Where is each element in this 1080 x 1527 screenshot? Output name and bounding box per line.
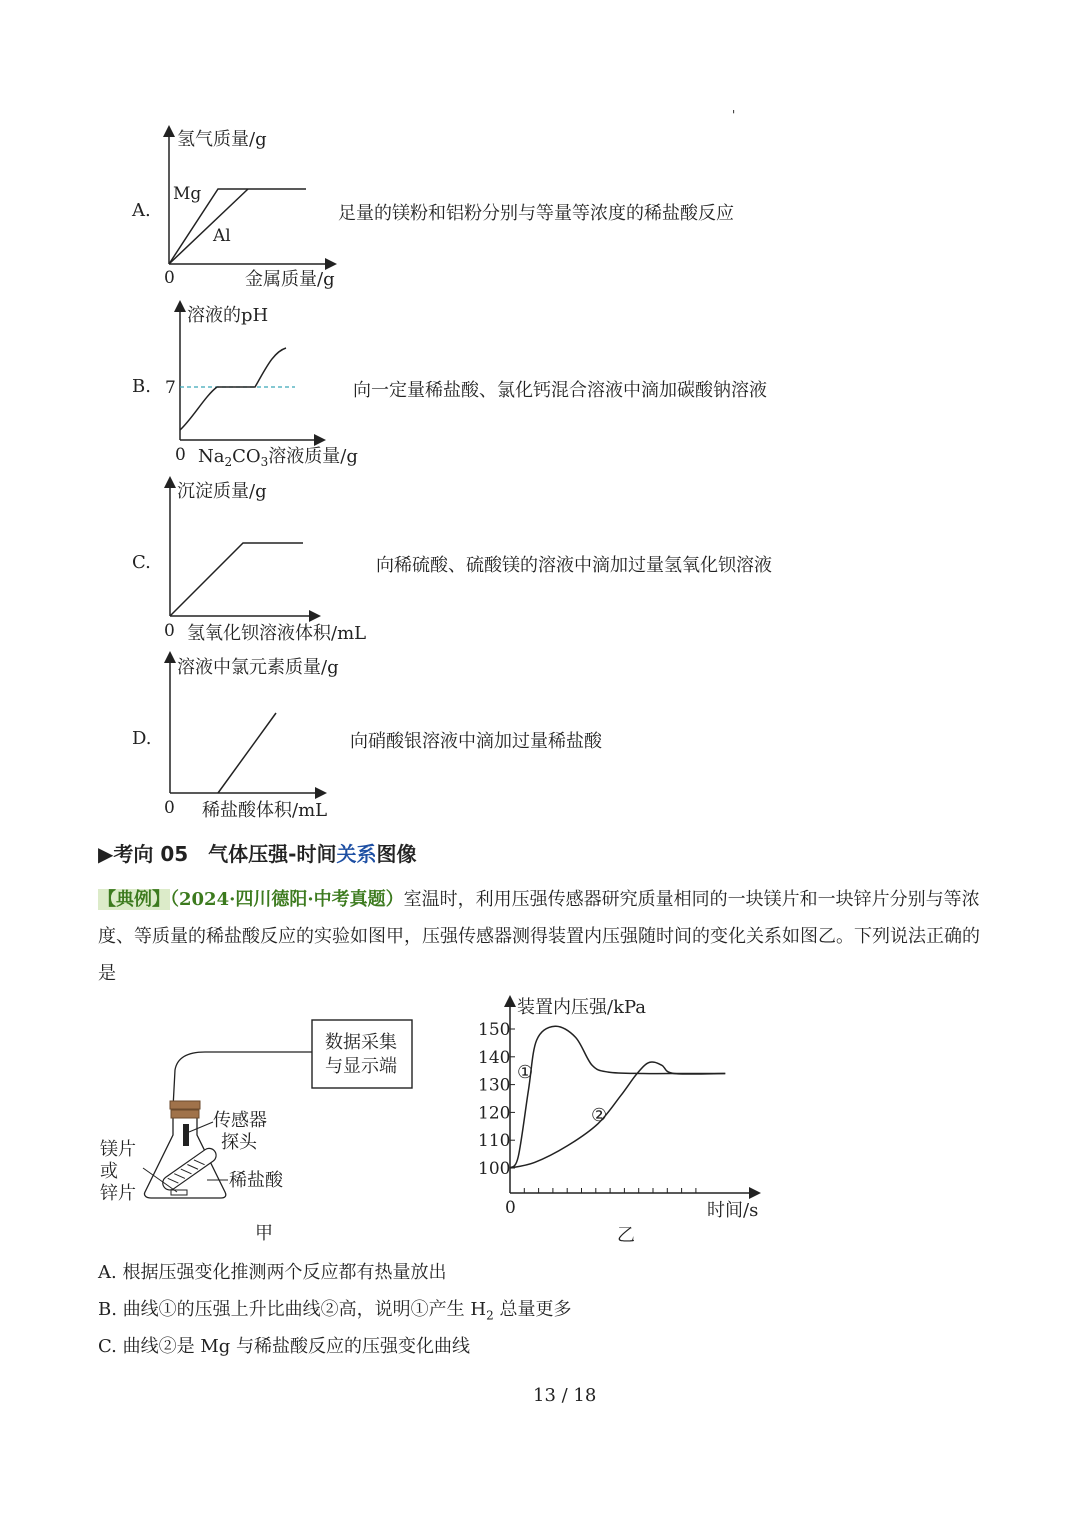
y-tick-label: 130 (478, 1075, 511, 1096)
origin-label: 0 (505, 1198, 516, 1218)
choice-b: B. 曲线①的压强上升比曲线②高，说明①产生 $H_2$ 总量更多 (98, 1299, 572, 1323)
metal-piece (171, 1190, 187, 1195)
series-line-2 (510, 1062, 725, 1168)
page-number: 13 / 18 (533, 1385, 597, 1406)
sensor-label-1: 传感器 (213, 1110, 267, 1131)
metal-label-2: 或 (100, 1161, 118, 1182)
mg-label: Mg (173, 184, 202, 204)
y-tick-7: 7 (165, 378, 176, 398)
example-paragraph (98, 881, 988, 992)
x-axis-label: 稀盐酸体积/mL (202, 800, 328, 821)
acid-label: 稀盐酸 (229, 1170, 283, 1191)
data-display-box (312, 1020, 412, 1088)
apparatus-figure (95, 1010, 425, 1250)
series-line-1 (510, 1026, 725, 1168)
y-tick-label: 100 (478, 1159, 511, 1179)
y-axis-label: 溶液中氯元素质量/g (177, 657, 339, 678)
y-axis-label: 氢气质量/g (177, 129, 267, 150)
stopper-top (170, 1101, 200, 1109)
y-tick-label: 150 (478, 1020, 511, 1040)
y-tick-label: 110 (478, 1131, 511, 1152)
y-tick-label: 120 (478, 1103, 511, 1124)
origin-label: 0 (164, 798, 175, 818)
y-tick-label: 140 (478, 1047, 511, 1068)
example-source: （2024·四川德阳·中考真题） (170, 889, 404, 910)
option-d-letter: D. (132, 728, 152, 749)
example-tag: 【典例】 (98, 889, 170, 910)
example-text: 室温时，利用压强传感器研究质量相同的一块镁片和一块锌片分别与等浓度、等质量的稀盐酸反应的实验如图甲，压强传感器测得装置内压强随时间的变化关系如图乙。下列说法正确的是 (98, 889, 980, 984)
option-b-description: 向一定量稀盐酸、氯化钙混合溶液中滴加碳酸钠溶液 (353, 380, 767, 401)
x-axis-label: 时间/s (707, 1200, 759, 1221)
stray-mark: ' (732, 108, 736, 122)
option-d-graph (155, 651, 365, 823)
box-label-2: 与显示端 (325, 1056, 397, 1077)
metal-label-1: 镁片 (100, 1139, 136, 1160)
y-axis-label: 装置内压强/kPa (517, 997, 647, 1018)
origin-label: 0 (175, 445, 186, 465)
metal-label-3: 锌片 (100, 1183, 136, 1204)
option-a-graph (155, 125, 345, 295)
series-label-2: ② (591, 1105, 608, 1126)
x-axis-label: $Na_2CO_3$溶液质量/g (198, 446, 358, 469)
box-label-1: 数据采集 (325, 1032, 397, 1053)
ph-curve (180, 348, 286, 430)
precipitate-line (170, 543, 303, 616)
option-a-letter: A. (132, 200, 151, 221)
chlorine-line (218, 713, 276, 793)
figure-caption-yi: 乙 (617, 1225, 635, 1246)
option-d-description: 向硝酸银溶液中滴加过量稀盐酸 (350, 731, 602, 752)
option-b-graph (155, 300, 365, 472)
option-a-description: 足量的镁粉和铝粉分别与等量等浓度的稀盐酸反应 (338, 203, 734, 224)
y-axis-label: 沉淀质量/g (177, 481, 267, 502)
option-c-description: 向稀硫酸、硫酸镁的溶液中滴加过量氢氧化钡溶液 (376, 555, 772, 576)
stopper-bottom (171, 1110, 199, 1118)
option-c-graph (155, 476, 385, 646)
pressure-chart (470, 993, 770, 1251)
series-label-1: ① (517, 1062, 534, 1083)
origin-label: 0 (164, 621, 175, 641)
sensor-probe (183, 1124, 189, 1146)
sensor-label-2: 探头 (221, 1132, 257, 1153)
figure-caption-jia: 甲 (255, 1223, 273, 1244)
y-axis-label: 溶液的pH (187, 305, 269, 326)
al-label: Al (213, 226, 231, 246)
section-title: ▶考向 05 气体压强-时间关系图像 (98, 842, 417, 866)
origin-label: 0 (164, 268, 175, 288)
section-marker: ▶ (98, 842, 114, 866)
x-axis-label: 金属质量/g (245, 269, 335, 290)
choice-a: A. 根据压强变化推测两个反应都有热量放出 (98, 1262, 447, 1283)
option-c-letter: C. (132, 552, 151, 573)
option-b-letter: B. (132, 376, 151, 397)
choice-c: C. 曲线②是 Mg 与稀盐酸反应的压强变化曲线 (98, 1336, 470, 1357)
sensor-cable (173, 1052, 312, 1108)
x-axis-label: 氢氧化钡溶液体积/mL (187, 623, 367, 644)
